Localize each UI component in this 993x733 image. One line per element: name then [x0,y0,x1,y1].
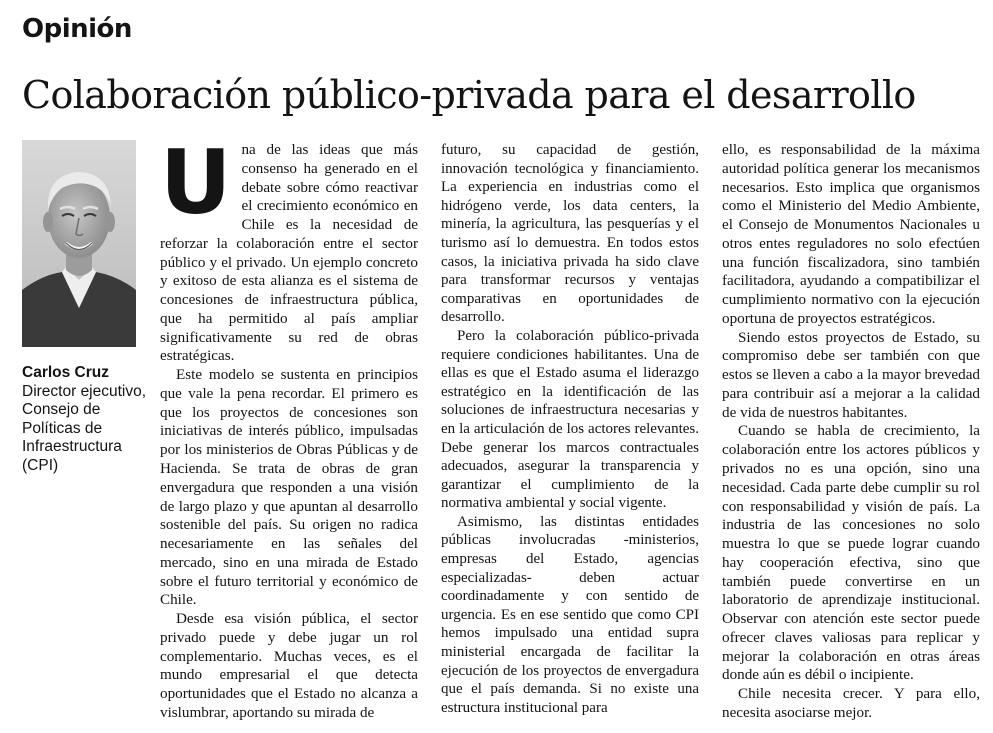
author-role: Director ejecutivo, Consejo de Políticas de Infraestructura (CPI) [22,382,147,474]
headline: Colaboración público-privada para el desarrollo [22,73,916,117]
article-column-2 [441,141,699,717]
article-paragraph [160,131,418,366]
article-paragraph: Cuando se habla de crecimiento, la colaboración entre los actores públicos y privados no es una opción, sino una necesidad. Cada parte debe cumplir su rol con responsabilidad y visión de país. La industria de las concesiones no solo muestra lo que se puede lograr cuando hay cooperación efectiva, sino que también puede convertirse en un laboratorio de aprendizaje institucional. Observar con atención este sector puede ofrecer claves valiosas para replicar y mejorar la colaboración en otras áreas donde aún es débil o incipiente. [722,422,980,684]
article-paragraph: Siendo estos proyectos de Estado, su compromiso debe ser también con que estos se lleven a cabo a la mayor brevedad para contribuir así a mejorar a la calidad de vida de nuestros habitantes. [722,328,980,421]
section-label: Opinión [22,14,132,44]
article-paragraph: Pero la colaboración público-privada requiere condiciones habilitantes. Una de ellas es que el Estado asuma el liderazgo estratégico en la identificación de las soluciones de infraestructura necesarias y en la articulación de los actores relevantes. Debe generar los marcos contractuales adecuados, asegurar la transparencia y garantizar el cumplimiento de la normativa ambiental y social vigente. [441,327,699,512]
drop-cap: U [160,131,232,234]
article-paragraph: Desde esa visión pública, el sector privado puede y debe jugar un rol complementario. Muchas veces, es el mundo empresarial el que detecta oportunidades que el Estado no alcanza a vislumbrar, aportando su mirada de [160,610,418,721]
author-portrait-image [22,140,136,347]
article-paragraph: Este modelo se sustenta en principios que vale la pena recordar. El primero es que los proyectos de concesiones son iniciativas de interés público, impulsadas por los ministerios de Obras Públicas y de Hacienda. Se trata de obras de gran envergadura que responden a una visión de largo plazo y que apuntan al desarrollo sostenible del país. Su origen no radica necesariamente en las señales del mercado, sino en una mirada de Estado sobre el futuro territorial y económico de Chile. [160,366,418,609]
article-paragraph: Asimismo, las distintas entidades públicas involucradas -ministerios, empresas del Estado, agencias especializadas- deben actuar coordinadamente y con sentido de urgencia. Es en ese sentido que como CPI hemos impulsado una entidad supra ministerial encargada de facilitar la ejecución de los proyectos de envergadura que el país demanda. Si no existe una estructura institucional para [441,513,699,716]
article-paragraph: ello, es responsabilidad de la máxima autoridad política generar los mecanismos necesarios. Esto implica que organismos como el Ministerio del Medio Ambiente, el Consejo de Monumentos Nacionales u otros entes reguladores no solo efectúen una función fiscalizadora, sino también facilitadora, ayudando a compatibilizar el cumplimiento normativo con la ejecución oportuna de proyectos estratégicos. [722,141,980,327]
paragraph-text: na de las ideas que más consenso ha generado en el debate sobre cómo reactivar el crecimiento económico en Chile es la necesidad de reforzar la colaboración entre el sector público y el privado. Un ejemplo concreto y exitoso de esta alianza es el sistema de concesiones de infraestructura pública, que ha permitido al país ampliar significativamente su red de obras estratégicas. [160,141,418,365]
article-paragraph: Chile necesita crecer. Y para ello, necesita asociarse mejor. [722,685,980,721]
article-column-1 [160,131,418,723]
author-info [22,364,152,475]
article-paragraph: futuro, su capacidad de gestión, innovación tecnológica y financiamiento. La experiencia en industrias como el hidrógeno verde, los data centers, la minería, la agricultura, las pesquerías y el turismo así lo demuestra. En todos estos casos, la iniciativa privada ha sido clave para transformar recursos y ventajas comparativas en oportunidades de desarrollo. [441,142,699,326]
author-photo [22,140,136,347]
article-column-3 [722,141,980,723]
author-name: Carlos Cruz [22,364,109,381]
